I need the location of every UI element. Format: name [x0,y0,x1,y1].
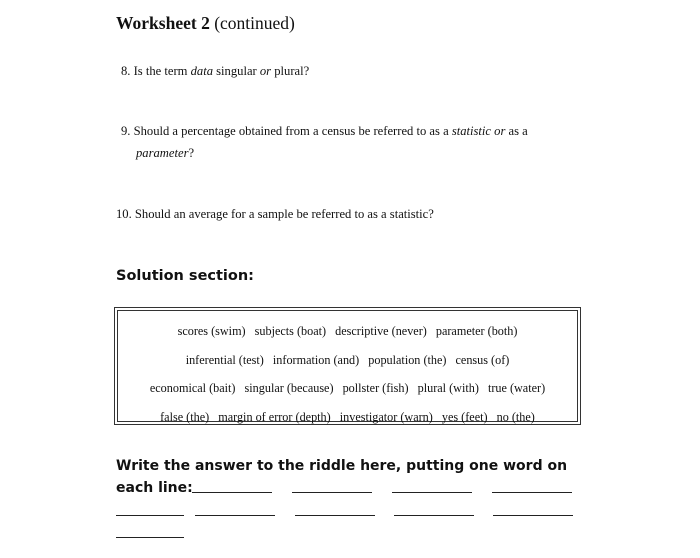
q9-continuation [121,142,591,164]
q8-em-data: data [190,64,213,78]
answer-line[interactable] [116,515,184,516]
word-bank-entry: information (and) [272,352,360,367]
answer-line[interactable] [292,492,372,493]
word-bank-entry: scores (swim) [177,324,246,338]
word-bank-entry: no (the) [496,409,535,424]
word-bank-entry: investigator (warn) [339,409,433,424]
worksheet-title [116,13,295,34]
q8-em-or: or [259,64,272,78]
q9-text-2: as a [505,124,528,138]
answer-line[interactable] [295,515,375,516]
q9-text-1: 9. Should a percentage obtained from a census be referred to as a [121,124,452,138]
title-suffix: (continued) [209,13,295,33]
q8-text-1: 8. Is the term [121,64,191,78]
word-bank-entry: plural (with) [417,381,479,395]
q8-text-3: plural? [271,64,310,78]
word-bank-entry: margin of error (depth) [218,409,331,424]
riddle-line-2: each line: [116,480,193,496]
word-bank-entry: yes (feet) [441,409,488,424]
answer-line[interactable] [392,492,472,493]
word-bank-entry: population (the) [368,352,447,367]
word-bank-inner [117,310,578,422]
word-bank-entry: economical (bait) [149,381,236,395]
word-bank-row-3 [118,374,577,403]
answer-line[interactable] [492,492,572,493]
word-bank-entry: singular (because) [244,381,334,395]
word-bank-entry: subjects (boat) [254,324,327,338]
answer-line[interactable] [493,515,573,516]
answer-line[interactable] [394,515,474,516]
q9-em-statistic: statistic [451,124,491,138]
solution-heading: Solution section: [116,268,254,284]
q9-em-or: or [494,124,506,138]
word-bank-entry: true (water) [487,381,546,395]
word-bank-entry: descriptive (never) [335,324,427,338]
word-bank-entry: inferential (test) [185,352,264,367]
title-main: Worksheet 2 [116,13,210,33]
question-9 [121,120,591,164]
riddle-line-1: Write the answer to the riddle here, putting one word on [116,458,568,474]
word-bank-entry: census (of) [455,352,510,367]
question-8 [121,60,309,82]
word-bank-entry: false (the) [160,409,210,424]
q8-text-2: singular [213,64,260,78]
answer-line[interactable] [195,515,275,516]
q9-em-parameter: parameter [136,146,189,160]
answer-line[interactable] [116,537,184,538]
word-bank-entry: parameter (both) [435,324,518,338]
word-bank-row-1 [118,317,577,346]
word-bank-box [114,307,581,425]
word-bank-row-2 [118,346,577,375]
q9-question-mark: ? [188,146,195,160]
word-bank-entry: pollster (fish) [342,381,409,395]
question-10: 10. Should an average for a sample be referred to as a statistic? [116,207,434,221]
word-bank-row-4 [118,403,577,432]
answer-line[interactable] [192,492,272,493]
